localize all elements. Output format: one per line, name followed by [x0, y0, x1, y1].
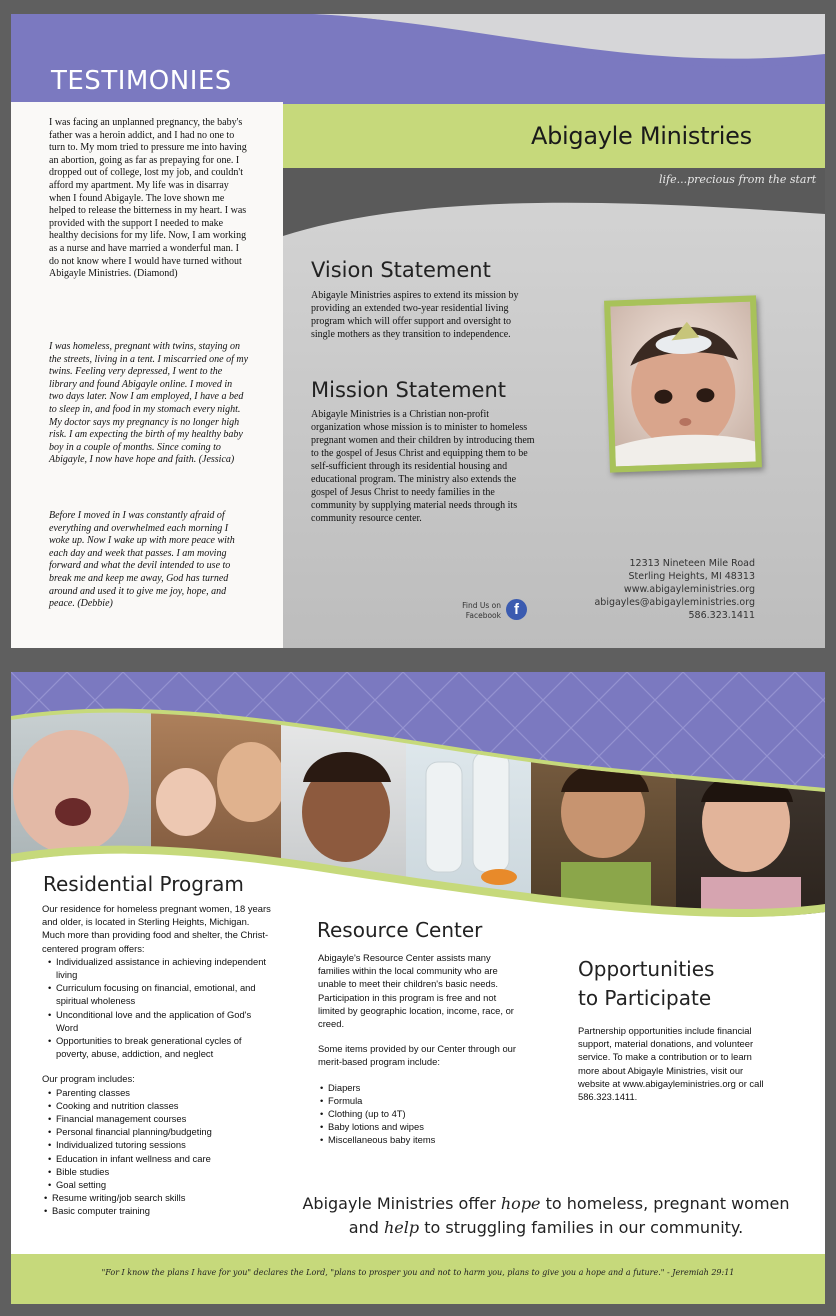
- brochure-page-inside: [11, 672, 825, 1304]
- tagline: life...precious from the start: [659, 173, 817, 186]
- list-item: • Unconditional love and the application of God's Word: [46, 1008, 272, 1034]
- mission-text: Abigayle Ministries is a Christian non-profit organization whose mission is to minister to homeless pregnant women and their children by introducing them to the gospel of Jesus Christ and equipping them to be self-sufficient through its residential housing and educational program. The ministry also extends the gospel of Jesus Christ to needy families in the community by supplying material needs through its community resource center.: [311, 409, 535, 524]
- offers-list: [42, 955, 272, 1061]
- closing-part-b: to homeless, pregnant women and: [348, 1194, 790, 1237]
- baby-photo: [610, 302, 755, 467]
- list-item: • Diapers: [318, 1081, 518, 1094]
- bible-verse: "For I know the plans I have for you" declares the Lord, "plans to prosper you and not to harm you, plans to give you a hope and a future." - Jeremiah 29:11: [101, 1268, 735, 1277]
- address-street: 12313 Nineteen Mile Road: [629, 558, 755, 569]
- list-item: • Baby lotions and wipes: [318, 1120, 518, 1133]
- list-item: • Parenting classes: [46, 1086, 272, 1099]
- facebook-icon[interactable]: f: [506, 599, 527, 620]
- program-intro: Our program includes:: [42, 1073, 135, 1085]
- testimonies-title: TESTIMONIES: [51, 66, 232, 96]
- list-item: • Goal setting: [46, 1178, 272, 1191]
- list-item: • Personal financial planning/budgeting: [46, 1125, 272, 1138]
- address-website[interactable]: www.abigayleministries.org: [623, 584, 755, 595]
- testimony-jessica: I was homeless, pregnant with twins, staying on the streets, living in a tent. I miscarried one of my twins. Feeling very depressed, I went to the library and found Abigayle online. I moved in two days later. Now I am employed, I have a bed to sleep in, and food in my stomach every night. My doctor says my pregnancy is no longer high risk. I am expecting the birth of my healthy baby boy in a couple of months. Since coming to Abigayle, I now have hope and faith. (Jessica): [49, 341, 249, 466]
- contact-address: [594, 557, 755, 622]
- list-item: • Resume writing/job search skills: [42, 1191, 272, 1204]
- verse-band: [11, 1254, 825, 1304]
- list-item: • Individualized tutoring sessions: [46, 1138, 272, 1151]
- opportunities-title-line1: Opportunities: [578, 957, 715, 981]
- address-email[interactable]: abigayles@abigayleministries.org: [594, 597, 755, 608]
- closing-hope: hope: [500, 1194, 541, 1213]
- closing-statement: [301, 1192, 791, 1240]
- resource-text: Abigayle's Resource Center assists many families within the local community who are unable to meet their children's basic needs. Participation in this program is free and not limited by geographic location, income, race, or creed.: [318, 952, 514, 1030]
- residential-program-title: Residential Program: [43, 872, 244, 896]
- list-item: • Individualized assistance in achieving independent living: [46, 955, 272, 981]
- resource-items-list: [318, 1081, 518, 1147]
- list-item: • Curriculum focusing on financial, emotional, and spiritual wholeness: [46, 981, 272, 1007]
- closing-part-c: to struggling families in our community.: [419, 1218, 744, 1237]
- resource-center-body: [318, 951, 518, 1147]
- testimony-diamond: I was facing an unplanned pregnancy, the baby's father was a heroin addict, and I had no one to turn to. My mom tried to pressure me into having an abortion, going as far as prepaying for one. I dropped out of college, lost my job, and couldn't afford my apartment. My life was in disarray when I found Abigayle. The love shown me helped to release the bitterness in my heart. I was provided with the support I needed to make healthy decisions for my life. Now, I am working as a nurse and have married a wonderful man. I do not know where I would have turned without Abigayle Ministries. (Diamond): [49, 117, 247, 280]
- closing-part-a: Abigayle Ministries offer: [302, 1194, 501, 1213]
- list-item: • Education in infant wellness and care: [46, 1152, 272, 1165]
- brochure-page-front: [11, 14, 825, 648]
- vision-text: Abigayle Ministries aspires to extend its mission by providing an extended two-year residential living program which will offer support and oversight to single mothers as they transition to independence.: [311, 290, 519, 340]
- residential-intro: Our residence for homeless pregnant women, 18 years and older, is located in Sterling Heights, Michigan. Much more than providing food and shelter, the Christ-centered program offers:: [42, 903, 271, 954]
- testimony-debbie: Before I moved in I was constantly afraid of everything and overwhelmed each morning I woke up. Now I wake up with more peace with each day and week that passes. I am moving forward and what the devil intended to use to break me and keep me away, God has turned around and used it to give me joy, hope, and peace. (Debbie): [49, 510, 235, 610]
- mission-title: Mission Statement: [311, 378, 507, 402]
- residential-program-body: [42, 902, 272, 1218]
- facebook-text[interactable]: Find Us on Facebook: [462, 601, 501, 620]
- list-item: • Cooking and nutrition classes: [46, 1099, 272, 1112]
- list-item: • Opportunities to break generational cycles of poverty, abuse, addiction, and neglect: [46, 1034, 272, 1060]
- program-list: [42, 1086, 272, 1192]
- list-item: • Bible studies: [46, 1165, 272, 1178]
- opportunities-text: Partnership opportunities include financial support, material donations, and volunteer service. To make a contribution or to learn more about Abigayle Ministries, visit our website at www.abigayleministries.org or call 586.323.1411.: [578, 1025, 764, 1103]
- address-city: Sterling Heights, MI 48313: [628, 571, 755, 582]
- opportunities-title-line2: to Participate: [578, 986, 712, 1010]
- vision-title: Vision Statement: [311, 258, 491, 282]
- opportunities-title: [578, 955, 714, 1013]
- list-item: • Formula: [318, 1094, 518, 1107]
- list-item: • Basic computer training: [42, 1204, 272, 1217]
- program-list-extra: [42, 1191, 272, 1217]
- closing-help: help: [383, 1218, 420, 1237]
- resource-center-title: Resource Center: [317, 918, 483, 942]
- baby-photo-frame: [604, 295, 762, 472]
- list-item: • Miscellaneous baby items: [318, 1133, 518, 1146]
- address-phone: 586.323.1411: [688, 610, 755, 621]
- org-name: Abigayle Ministries: [531, 122, 752, 150]
- list-item: • Financial management courses: [46, 1112, 272, 1125]
- resource-items-intro: Some items provided by our Center through our merit-based program include:: [318, 1043, 517, 1068]
- list-item: • Clothing (up to 4T): [318, 1107, 518, 1120]
